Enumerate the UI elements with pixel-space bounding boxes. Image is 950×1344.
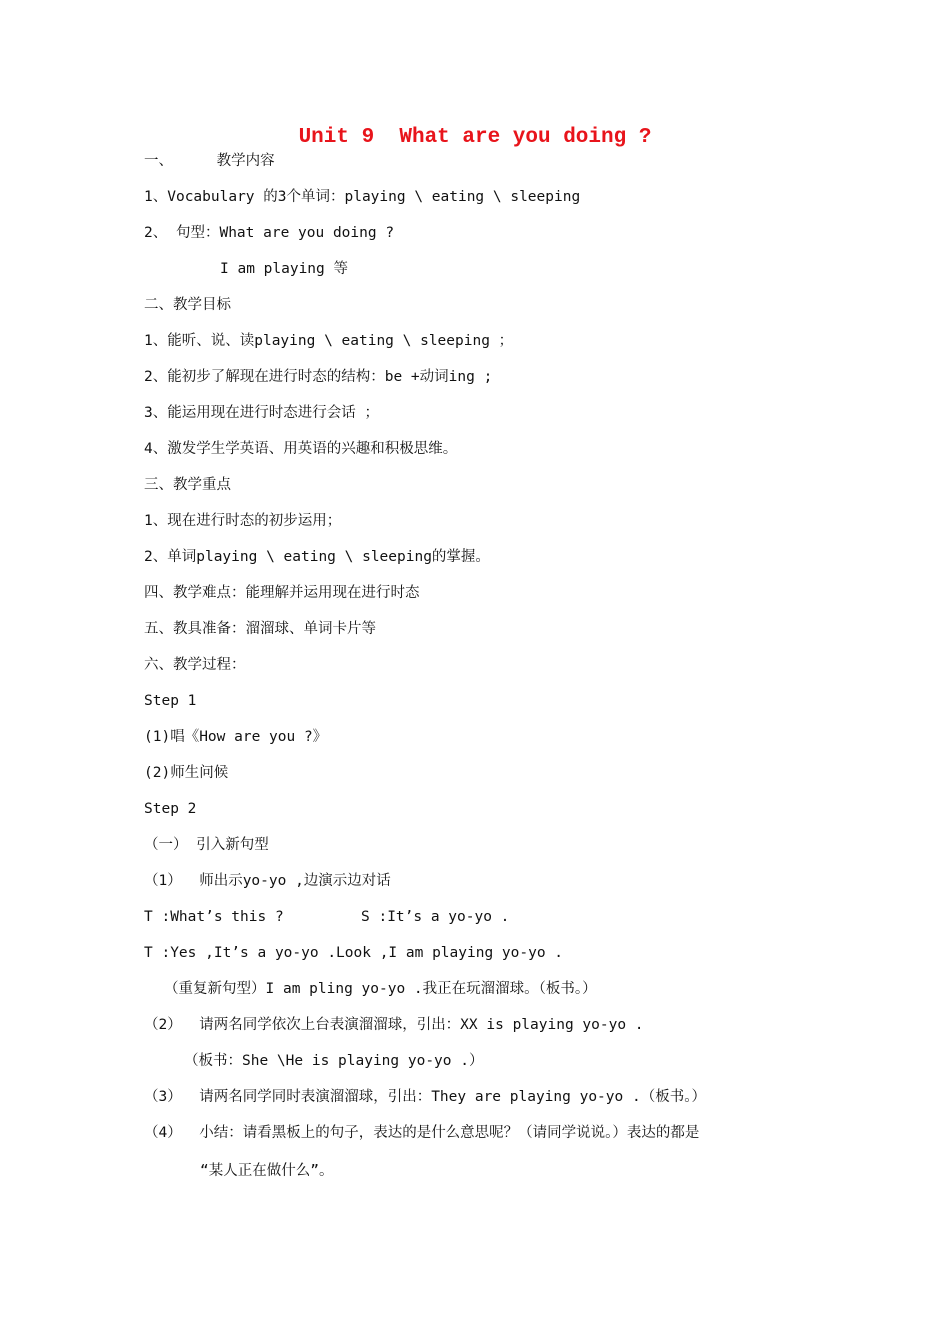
dialogue-note: （重复新句型）I am pling yo-yo .我正在玩溜溜球。（板书。） (164, 981, 597, 997)
content-item-1: 1、Vocabulary 的3个单词：playing \ eating \ sleeping (144, 189, 581, 205)
step-2-item-3: （3） 请两名同学同时表演溜溜球，引出：They are playing yo-yo .（板书。） (144, 1089, 706, 1105)
step-1-item-2: (2)师生问候 (144, 765, 229, 781)
step-2-item-4-continuation: “某人正在做什么”。 (200, 1163, 334, 1179)
section-heading-goals: 二、教学目标 (144, 297, 231, 313)
step-2-item-2-note: （板书：She \He is playing yo-yo .） (184, 1053, 484, 1069)
step-1-item-1: (1)唱《How are you ?》 (144, 729, 328, 745)
document-title: Unit 9 What are you doing ? (298, 126, 652, 149)
step-1-heading: Step 1 (144, 693, 197, 709)
content-item-2: 2、 句型：What are you doing ? (144, 225, 395, 241)
step-2-part-1-heading: （一） 引入新句型 (144, 837, 269, 853)
step-2-item-4: （4） 小结：请看黑板上的句子，表达的是什么意思呢？（请同学说说。）表达的都是 (144, 1125, 700, 1141)
section-heading-content: 一、 教学内容 (144, 153, 275, 169)
dialogue-teacher-2: T :Yes ,It’s a yo-yo .Look ,I am playing yo-yo . (144, 945, 564, 961)
goal-item-4: 4、激发学生学英语、用英语的兴趣和积极思维。 (144, 441, 458, 457)
dialogue-student-1: S :It’s a yo-yo . (361, 909, 510, 925)
section-heading-process: 六、教学过程： (144, 657, 246, 673)
step-2-heading: Step 2 (144, 801, 197, 817)
goal-item-3: 3、能运用现在进行时态进行会话 ； (144, 405, 379, 421)
section-heading-materials: 五、教具准备：溜溜球、单词卡片等 (144, 621, 376, 637)
dialogue-teacher-1: T :What’s this ? (144, 909, 284, 925)
section-heading-difficulty: 四、教学难点：能理解并运用现在进行时态 (144, 585, 420, 601)
step-2-item-2: （2） 请两名同学依次上台表演溜溜球，引出：XX is playing yo-yo . (144, 1017, 644, 1033)
key-point-2: 2、单词playing \ eating \ sleeping的掌握。 (144, 549, 490, 565)
goal-item-1: 1、能听、说、读playing \ eating \ sleeping ； (144, 333, 514, 349)
section-heading-key-points: 三、教学重点 (144, 477, 231, 493)
content-item-2-example: I am playing 等 (220, 261, 348, 277)
step-2-item-1: （1） 师出示yo-yo ,边演示边对话 (144, 873, 391, 889)
goal-item-2: 2、能初步了解现在进行时态的结构：be +动词ing ; (144, 369, 493, 385)
key-point-1: 1、现在进行时态的初步运用； (144, 513, 342, 529)
